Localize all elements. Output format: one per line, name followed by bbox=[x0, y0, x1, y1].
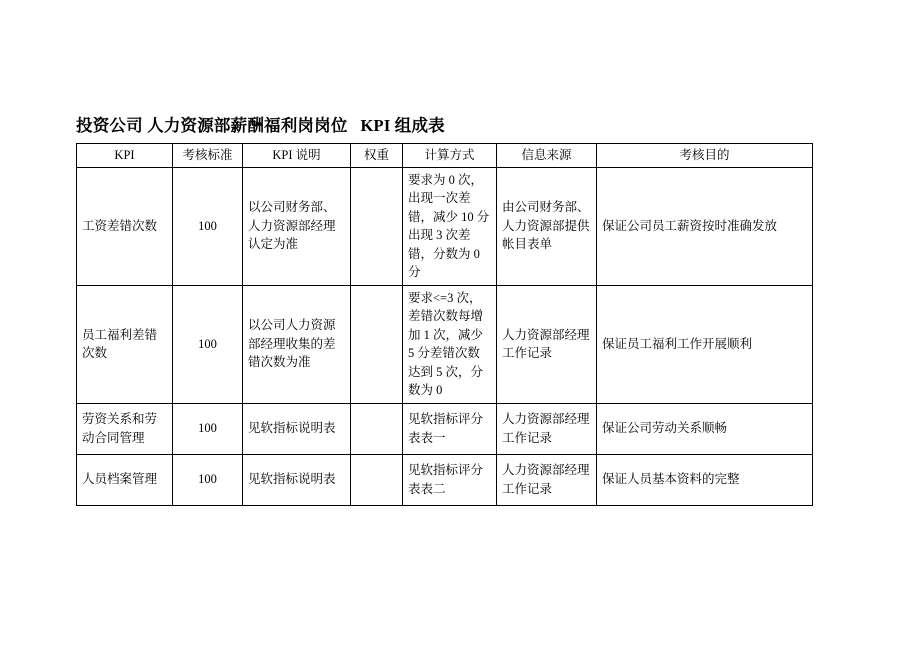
column-header-standard: 考核标准 bbox=[173, 144, 243, 168]
cell-description: 见软指标说明表 bbox=[243, 403, 351, 454]
cell-description: 以公司人力资源部经理收集的差错次数为准 bbox=[243, 285, 351, 403]
cell-purpose: 保证公司劳动关系顺畅 bbox=[597, 403, 813, 454]
column-header-description: KPI 说明 bbox=[243, 144, 351, 168]
table-row bbox=[77, 403, 813, 454]
cell-source: 由公司财务部、人力资源部提供帐目表单 bbox=[497, 167, 597, 285]
column-header-purpose: 考核目的 bbox=[597, 144, 813, 168]
cell-kpi: 劳资关系和劳动合同管理 bbox=[77, 403, 173, 454]
cell-description: 见软指标说明表 bbox=[243, 454, 351, 505]
cell-purpose: 保证公司员工薪资按时准确发放 bbox=[597, 167, 813, 285]
cell-calculation: 要求<=3 次，差错次数每增加 1 次，减少 5 分差错次数达到 5 次，分数为 0 bbox=[403, 285, 497, 403]
cell-standard: 100 bbox=[173, 403, 243, 454]
cell-source: 人力资源部经理工作记录 bbox=[497, 285, 597, 403]
kpi-composition-table bbox=[76, 143, 813, 506]
table-header bbox=[77, 144, 813, 168]
cell-source: 人力资源部经理工作记录 bbox=[497, 403, 597, 454]
cell-kpi: 人员档案管理 bbox=[77, 454, 173, 505]
cell-standard: 100 bbox=[173, 454, 243, 505]
cell-kpi: 工资差错次数 bbox=[77, 167, 173, 285]
cell-purpose: 保证员工福利工作开展顺利 bbox=[597, 285, 813, 403]
table-row bbox=[77, 285, 813, 403]
cell-standard: 100 bbox=[173, 167, 243, 285]
table-row bbox=[77, 167, 813, 285]
cell-kpi: 员工福利差错次数 bbox=[77, 285, 173, 403]
table-header-row bbox=[77, 144, 813, 168]
table-row bbox=[77, 454, 813, 505]
cell-calculation: 见软指标评分表表一 bbox=[403, 403, 497, 454]
cell-weight bbox=[351, 285, 403, 403]
cell-purpose: 保证人员基本资料的完整 bbox=[597, 454, 813, 505]
table-body bbox=[77, 167, 813, 505]
cell-standard: 100 bbox=[173, 285, 243, 403]
cell-calculation: 要求为 0 次，出现一次差错，减少 10 分出现 3 次差错，分数为 0 分 bbox=[403, 167, 497, 285]
cell-weight bbox=[351, 167, 403, 285]
cell-source: 人力资源部经理工作记录 bbox=[497, 454, 597, 505]
cell-weight bbox=[351, 403, 403, 454]
column-header-kpi: KPI bbox=[77, 144, 173, 168]
cell-description: 以公司财务部、人力资源部经理认定为准 bbox=[243, 167, 351, 285]
cell-weight bbox=[351, 454, 403, 505]
column-header-weight: 权重 bbox=[351, 144, 403, 168]
column-header-source: 信息来源 bbox=[497, 144, 597, 168]
page-title: 投资公司 人力资源部薪酬福利岗岗位 KPI 组成表 bbox=[76, 116, 445, 135]
cell-calculation: 见软指标评分表表二 bbox=[403, 454, 497, 505]
column-header-calculation: 计算方式 bbox=[403, 144, 497, 168]
